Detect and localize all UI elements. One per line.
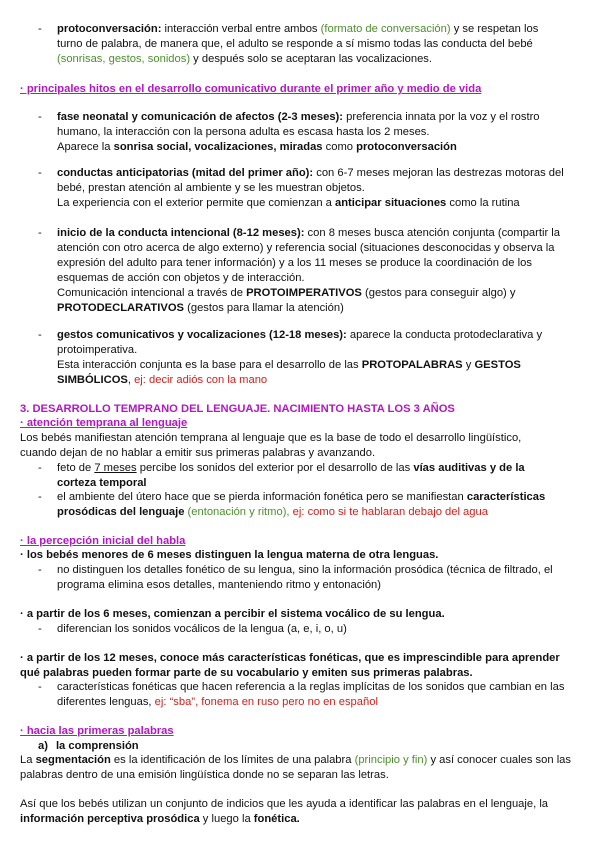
subsection-title: la comprensión <box>55 740 139 752</box>
bullet-dash: - <box>38 623 42 635</box>
subheading-atencion-temprana: · atención temprana al lenguaje <box>20 417 188 429</box>
bullet-conducta-intencional: - inicio de la conducta intencional (8-12 meses): con 8 meses busca atención conjunta (compartir la atención con otro acerca de algo externo) y referencia social (situaciones desconocidas y observa la expresión del adulto para tener información) y a los 11 meses se produce la coordinación de los esquemas de acción con objetos y de interacción. Comunicación intencional a través de PROTOIMPERATIVOS (gestos para conseguir algo) y PROTODECLARATIVOS (gestos para llamar la atención) <box>38 227 561 314</box>
paragraph-atencion: Los bebés manifiestan atención temprana al lenguaje que es la base de todo el desarrollo lingüístico, cuando dejan de no hablar a emitir sus primeras palabras y avanzando. <box>20 432 522 459</box>
bullet-dash: - <box>38 329 42 341</box>
bullet-caracteristicas-foneticas: - características fonéticas que hacen referencia a la reglas implícitas de los sonidos que cambian en las diferentes lenguas, ej: “sba”, fonema en ruso pero no en español <box>38 681 565 708</box>
bullet-no-distinguen: - no distinguen los detalles fonético de su lengua, sino la información prosódica (técnica de filtrado, el programa elimina esos detalles, manteniendo ritmo y entonación) <box>38 564 553 591</box>
bullet-gestos-comunicativos: - gestos comunicativos y vocalizaciones (12-18 meses): aparece la conducta protodeclarativa y protoimperativa. Esta interacción conjunta es la base para el desarrollo de las PROTOPALABRAS y GESTOS SIMBÓLICOS, ej: decir adiós con la mano <box>38 329 543 386</box>
bullet-feto: - feto de 7 meses percibe los sonidos del exterior por el desarrollo de las vías auditivas y de la corteza temporal <box>38 462 525 489</box>
bullet-fase-neonatal: - fase neonatal y comunicación de afectos (2-3 meses): preferencia innata por la voz y el rostro humano, la interacción con la persona adulta es escasa hasta los 2 meses. Aparece la sonrisa social, vocalizaciones, miradas como protoconversación <box>38 111 540 153</box>
subsection-comprension <box>38 739 338 754</box>
bullet-utero: - el ambiente del útero hace que se pierda información fonética pero se manifiestan características prosódicas del lenguaje (entonación y ritmo), ej: como si te hablaran debajo del agua <box>38 491 546 518</box>
bullet-protoconversacion: - protoconversación: interacción verbal entre ambos (formato de conversación) y se respetan los turno de palabra, de manera que, el adulto se responde a sí mismo todas las conducta del bebé (sonrisas, gestos, sonidos) y después solo se aceptaran las vocalizaciones. <box>38 23 539 65</box>
bullet-dash: - <box>38 167 42 179</box>
point-12-meses: · a partir de los 12 meses, conoce más características fonéticas, que es imprescindible para aprender qué palabras pueden formar parte de su vocabulario y emiten sus primeras palabras. <box>20 652 560 679</box>
subheading-percepcion: · la percepción inicial del habla <box>20 535 186 547</box>
bullet-dash: - <box>38 564 42 576</box>
list-letter: a) <box>38 740 48 752</box>
bullet-dash: - <box>38 227 42 239</box>
subheading-primeras-palabras: · hacia las primeras palabras <box>20 725 174 737</box>
section-heading-hitos: · principales hitos en el desarrollo comunicativo durante el primer año y medio de vida <box>20 83 482 95</box>
point-menores-6-meses: · los bebés menores de 6 meses distinguen la lengua materna de otra lenguas. <box>20 549 439 561</box>
bullet-vocalicos: - diferencian los sonidos vocálicos de la lengua (a, e, i, o, u) <box>38 623 347 635</box>
bullet-dash: - <box>38 23 42 35</box>
bullet-dash: - <box>38 681 42 693</box>
point-6-meses: · a partir de los 6 meses, comienzan a percibir el sistema vocálico de su lengua. <box>20 608 445 620</box>
paragraph-indicios: Así que los bebés utilizan un conjunto de indicios que les ayuda a identificar las palabras en el lenguaje, la información perceptiva prosódica y luego la fonética. <box>20 798 549 825</box>
bullet-dash: - <box>38 111 42 123</box>
bullet-dash: - <box>38 491 42 503</box>
term-protoconversacion: protoconversación: <box>57 23 162 35</box>
section-title-3: 3. DESARROLLO TEMPRANO DEL LENGUAJE. NACIMIENTO HASTA LOS 3 AÑOS <box>20 403 455 415</box>
bullet-conductas-anticipatorias: - conductas anticipatorias (mitad del primer año): con 6-7 meses mejoran las destrezas motoras del bebé, prestan atención al ambiente y se les muestran objetos. La experiencia con el exterior permite que comienzan a anticipar situaciones como la rutina <box>38 167 564 209</box>
bullet-dash: - <box>38 462 42 474</box>
paragraph-segmentacion: La segmentación es la identificación de los límites de una palabra (principio y fin) y así conocer cuales son las palabras dentro de una emisión lingüística donde no se separan las letras. <box>20 754 571 781</box>
